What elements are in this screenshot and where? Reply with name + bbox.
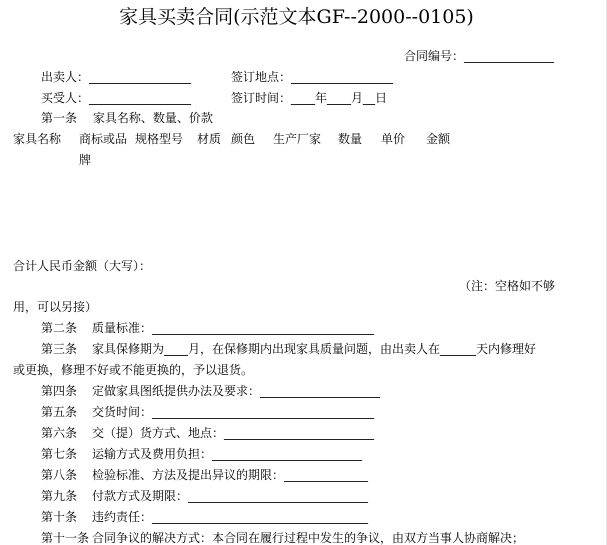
sign-time-field: 签订时间：____年____月__日 (231, 91, 388, 105)
article-num: 第八条 (41, 468, 78, 482)
article-text: 付款方式及期限：______________________________ (92, 489, 369, 503)
article-text: 交货时间：_____________________________________ (92, 405, 375, 419)
article-text: 质量标准：_____________________________________ (92, 321, 375, 335)
table-header-qty: 数量 (338, 132, 363, 146)
article-num: 第六条 (41, 426, 78, 440)
article-num: 第十一条 (41, 531, 90, 545)
article-num: 第三条 (41, 342, 78, 356)
article-text: 家具保修期为____月，在保修期内出现家具质量问题，由出卖人在______天内修理好 (92, 342, 537, 356)
article-text: 定做家具图纸提供办法及要求：____________________ (92, 384, 381, 398)
table-header-brand-wrap: 牌 (79, 153, 92, 167)
article-1-title: 第一条 家具名称、数量、价款 (41, 111, 213, 125)
article-text: 违约责任：____________________________________ (92, 510, 369, 524)
article-num: 第二条 (41, 321, 78, 335)
sign-place-field: 签订地点：_________________ (231, 70, 394, 84)
seller-field: 出卖人：_________________ (41, 70, 192, 84)
total-amount-line: 合计人民币金额（大写）： (13, 259, 152, 273)
article-text: 检验标准、方法及提出异议的期限：______________ (92, 468, 369, 482)
article-num: 第七条 (41, 447, 78, 461)
table-header-name: 家具名称 (13, 132, 62, 146)
article-num: 第四条 (41, 384, 78, 398)
article-num: 第五条 (41, 405, 78, 419)
article-text-continuation: 或更换，修理不好或不能更换的，予以退货。 (13, 363, 254, 377)
article-text: 交（提）货方式、地点：_________________________ (92, 426, 375, 440)
table-header-color: 颜色 (231, 132, 256, 146)
article-num: 第九条 (41, 489, 78, 503)
article-text: 合同争议的解决方式：本合同在履行过程中发生的争议，由双方当事人协商解决； (92, 531, 525, 545)
note-line: （注：空格如不够 (459, 279, 556, 293)
table-header-model: 规格型号 (135, 132, 184, 146)
table-header-brand: 商标或品 (79, 132, 128, 146)
table-header-price: 单价 (381, 132, 406, 146)
document-title: 家具买卖合同(示范文本GF--2000--0105) (119, 6, 474, 28)
article-text: 运输方式及费用负担：_________________________ (92, 447, 363, 461)
article-num: 第十条 (41, 510, 78, 524)
buyer-field: 买受人：_________________ (41, 91, 192, 105)
table-header-amount: 金额 (426, 132, 451, 146)
table-header-material: 材质 (197, 132, 222, 146)
table-header-maker: 生产厂家 (273, 132, 322, 146)
note-continuation: 用，可以另接） (13, 300, 98, 314)
contract-number: 合同编号：_______________ (404, 49, 555, 63)
